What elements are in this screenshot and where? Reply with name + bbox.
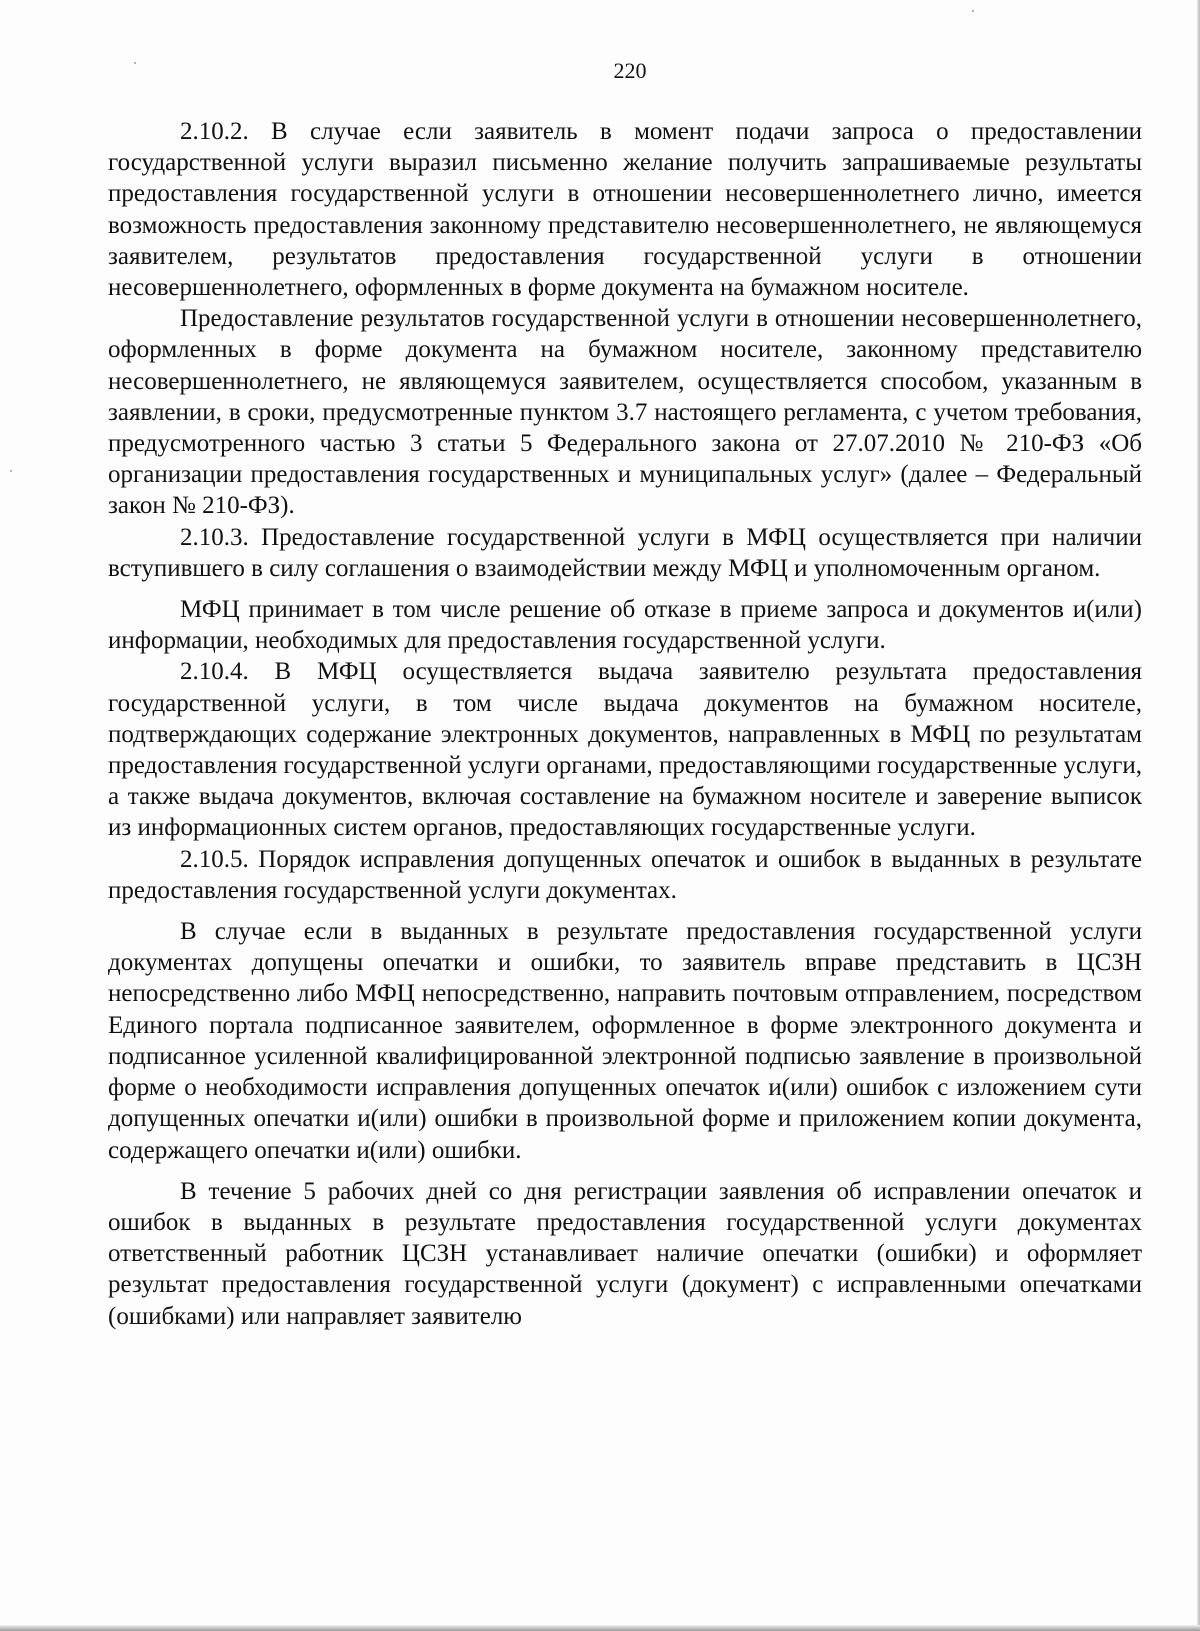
paragraph-2-10-5: 2.10.5. Порядок исправления допущенных опечаток и ошибок в выданных в результате предоставления государственной услуги документах.: [108, 845, 1142, 904]
paragraph-2-10-2: 2.10.2. В случае если заявитель в момент подачи запроса о предоставлении государственной услуги выразил письменно желание получить запрашиваемые результаты предоставления государственной услуги в отношении несовершеннолетнего лично, имеется возможность предоставления законному представителю несовершеннолетнего, не являющемуся заявителем, результатов предоставления государственной услуги в отношении несовершеннолетнего, оформленных в форме документа на бумажном носителе.: [108, 118, 1142, 302]
scan-edge-bottom: [0, 1625, 1200, 1631]
scan-speck: [10, 470, 12, 472]
document-body: [108, 116, 1142, 1332]
paragraph-typo-correction-term: В течение 5 рабочих дней со дня регистрации заявления об исправлении опечаток и ошибок в выданных в результате предоставления государственной услуги документах ответственный работник ЦСЗН устанавливает наличие опечатки (ошибки) и оформляет результат предоставления государственной услуги (документ) с исправленными опечатками (ошибками) или направляет заявителю: [108, 1177, 1142, 1330]
paragraph-mfc-refusal: МФЦ принимает в том числе решение об отказе в приеме запроса и документов и(или) информации, необходимых для предоставления государственной услуги.: [108, 596, 1142, 655]
paragraph-2-10-4: 2.10.4. В МФЦ осуществляется выдача заявителю результата предоставления государственной услуги, в том числе выдача документов на бумажном носителе, подтверждающих содержание электронных документов, направленных в МФЦ по результатам предоставления государственной услуги органами, предоставляющими государственные услуги, а также выдача документов, включая составление на бумажном носителе и заверение выписок из информационных систем органов, предоставляющих государственные услуги.: [108, 658, 1142, 842]
paragraph-2-10-3: 2.10.3. Предоставление государственной услуги в МФЦ осуществляется при наличии вступившего в силу соглашения о взаимодействии между МФЦ и уполномоченным органом.: [108, 523, 1142, 582]
scan-speck: [972, 10, 974, 12]
page-number: 220: [613, 58, 647, 83]
scan-speck: [134, 62, 136, 64]
paragraph-typo-correction-request: В случае если в выданных в результате предоставления государственной услуги документах допущены опечатки и ошибки, то заявитель вправе представить в ЦСЗН непосредственно либо МФЦ непосредственно, направить почтовым отправлением, посредством Единого портала подписанное заявителем, оформленное в форме электронного документа и подписанное усиленной квалифицированной электронной подписью заявление в произвольной форме о необходимости исправления допущенных опечаток и(или) ошибок с изложением сути допущенных опечатки и(или) ошибки в произвольной форме и приложением копии документа, содержащего опечатки и(или) ошибки.: [108, 918, 1142, 1164]
paragraph-minor-results-delivery: Предоставление результатов государственной услуги в отношении несовершеннолетнего, оформленных в форме документа на бумажном носителе, законному представителю несовершеннолетнего, не являющемуся заявителем, осуществляется способом, указанным в заявлении, в сроки, предусмотренные пунктом 3.7 настоящего регламента, с учетом требования, предусмотренного частью 3 статьи 5 Федерального закона от 27.07.2010 № 210-ФЗ «Об организации предоставления государственных и муниципальных услуг» (далее – Федеральный закон № 210-ФЗ).: [108, 305, 1142, 520]
